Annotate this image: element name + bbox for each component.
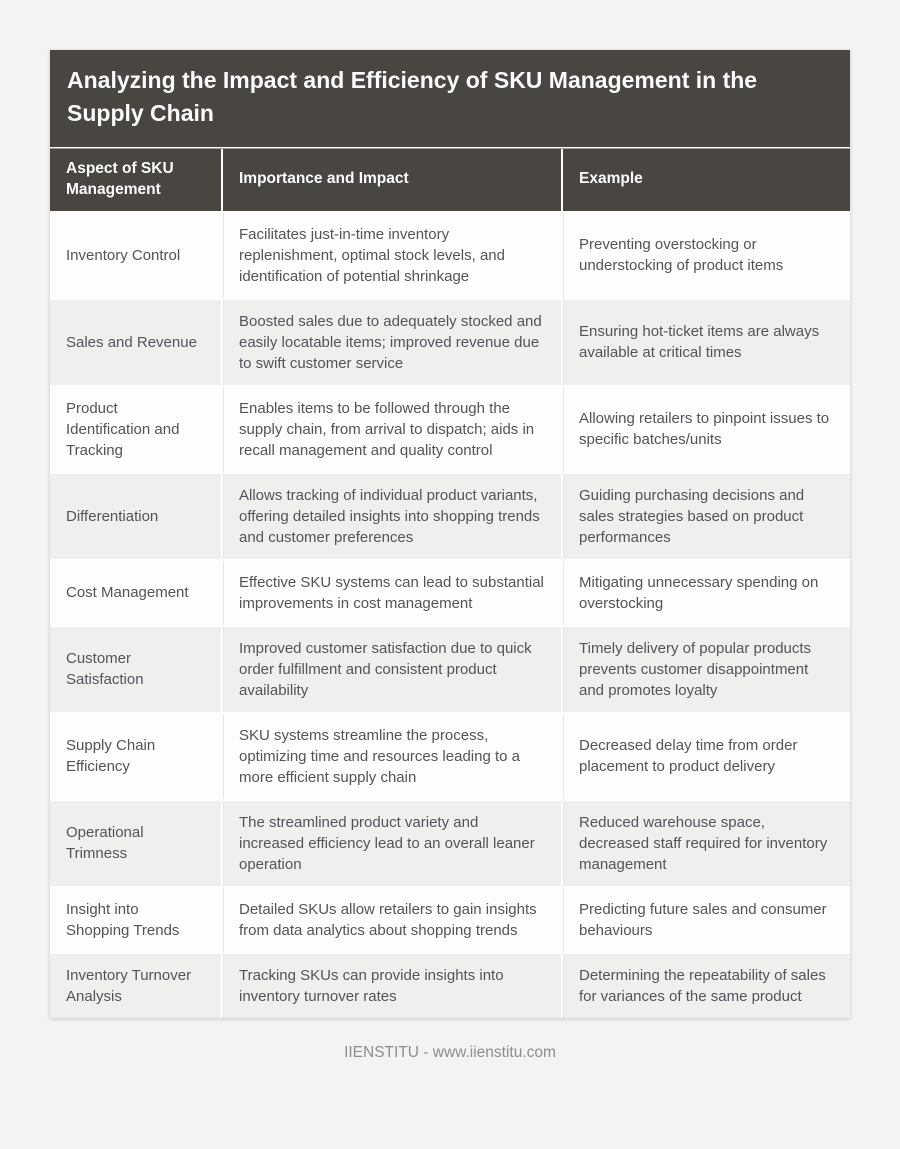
impact-cell: Tracking SKUs can provide insights into inventory turnover rates bbox=[222, 953, 562, 1018]
impact-cell: The streamlined product variety and increased efficiency lead to an overall leaner operation bbox=[222, 800, 562, 887]
table-row bbox=[50, 800, 850, 887]
table-row bbox=[50, 560, 850, 626]
aspect-cell: Supply Chain Efficiency bbox=[50, 713, 222, 800]
column-header-example: Example bbox=[562, 148, 850, 212]
table-row bbox=[50, 473, 850, 560]
table-row bbox=[50, 953, 850, 1018]
aspect-cell: Insight into Shopping Trends bbox=[50, 887, 222, 953]
aspect-cell: Sales and Revenue bbox=[50, 299, 222, 386]
impact-cell: Facilitates just-in-time inventory replenishment, optimal stock levels, and identification of potential shrinkage bbox=[222, 212, 562, 299]
table-row bbox=[50, 626, 850, 713]
aspect-cell: Differentiation bbox=[50, 473, 222, 560]
impact-cell: Detailed SKUs allow retailers to gain insights from data analytics about shopping trends bbox=[222, 887, 562, 953]
column-header-aspect: Aspect of SKU Management bbox=[50, 148, 222, 212]
table-row bbox=[50, 713, 850, 800]
aspect-cell: Inventory Control bbox=[50, 212, 222, 299]
impact-cell: Enables items to be followed through the supply chain, from arrival to dispatch; aids in recall management and quality control bbox=[222, 386, 562, 473]
example-cell: Guiding purchasing decisions and sales strategies based on product performances bbox=[562, 473, 850, 560]
example-cell: Predicting future sales and consumer behaviours bbox=[562, 887, 850, 953]
footer-credit: IIENSTITU - www.iienstitu.com bbox=[344, 1043, 556, 1061]
example-cell: Allowing retailers to pinpoint issues to specific batches/units bbox=[562, 386, 850, 473]
aspect-cell: Operational Trimness bbox=[50, 800, 222, 887]
example-cell: Decreased delay time from order placement to product delivery bbox=[562, 713, 850, 800]
example-cell: Mitigating unnecessary spending on overstocking bbox=[562, 560, 850, 626]
impact-cell: Boosted sales due to adequately stocked and easily locatable items; improved revenue due to swift customer service bbox=[222, 299, 562, 386]
table-row bbox=[50, 887, 850, 953]
impact-cell: SKU systems streamline the process, optimizing time and resources leading to a more efficient supply chain bbox=[222, 713, 562, 800]
aspect-cell: Customer Satisfaction bbox=[50, 626, 222, 713]
sku-table bbox=[50, 147, 850, 1018]
column-header-impact: Importance and Impact bbox=[222, 148, 562, 212]
table-row bbox=[50, 299, 850, 386]
example-cell: Reduced warehouse space, decreased staff required for inventory management bbox=[562, 800, 850, 887]
aspect-cell: Cost Management bbox=[50, 560, 222, 626]
aspect-cell: Inventory Turnover Analysis bbox=[50, 953, 222, 1018]
impact-cell: Allows tracking of individual product variants, offering detailed insights into shopping trends and customer preferences bbox=[222, 473, 562, 560]
table-row bbox=[50, 386, 850, 473]
example-cell: Determining the repeatability of sales for variances of the same product bbox=[562, 953, 850, 1018]
impact-cell: Effective SKU systems can lead to substantial improvements in cost management bbox=[222, 560, 562, 626]
impact-cell: Improved customer satisfaction due to quick order fulfillment and consistent product availability bbox=[222, 626, 562, 713]
header-row bbox=[50, 148, 850, 212]
sku-table-card bbox=[50, 50, 850, 1018]
aspect-cell: Product Identification and Tracking bbox=[50, 386, 222, 473]
example-cell: Ensuring hot-ticket items are always available at critical times bbox=[562, 299, 850, 386]
example-cell: Timely delivery of popular products prevents customer disappointment and promotes loyalty bbox=[562, 626, 850, 713]
table-row bbox=[50, 212, 850, 299]
example-cell: Preventing overstocking or understocking of product items bbox=[562, 212, 850, 299]
table-title: Analyzing the Impact and Efficiency of SKU Management in the Supply Chain bbox=[50, 50, 850, 147]
